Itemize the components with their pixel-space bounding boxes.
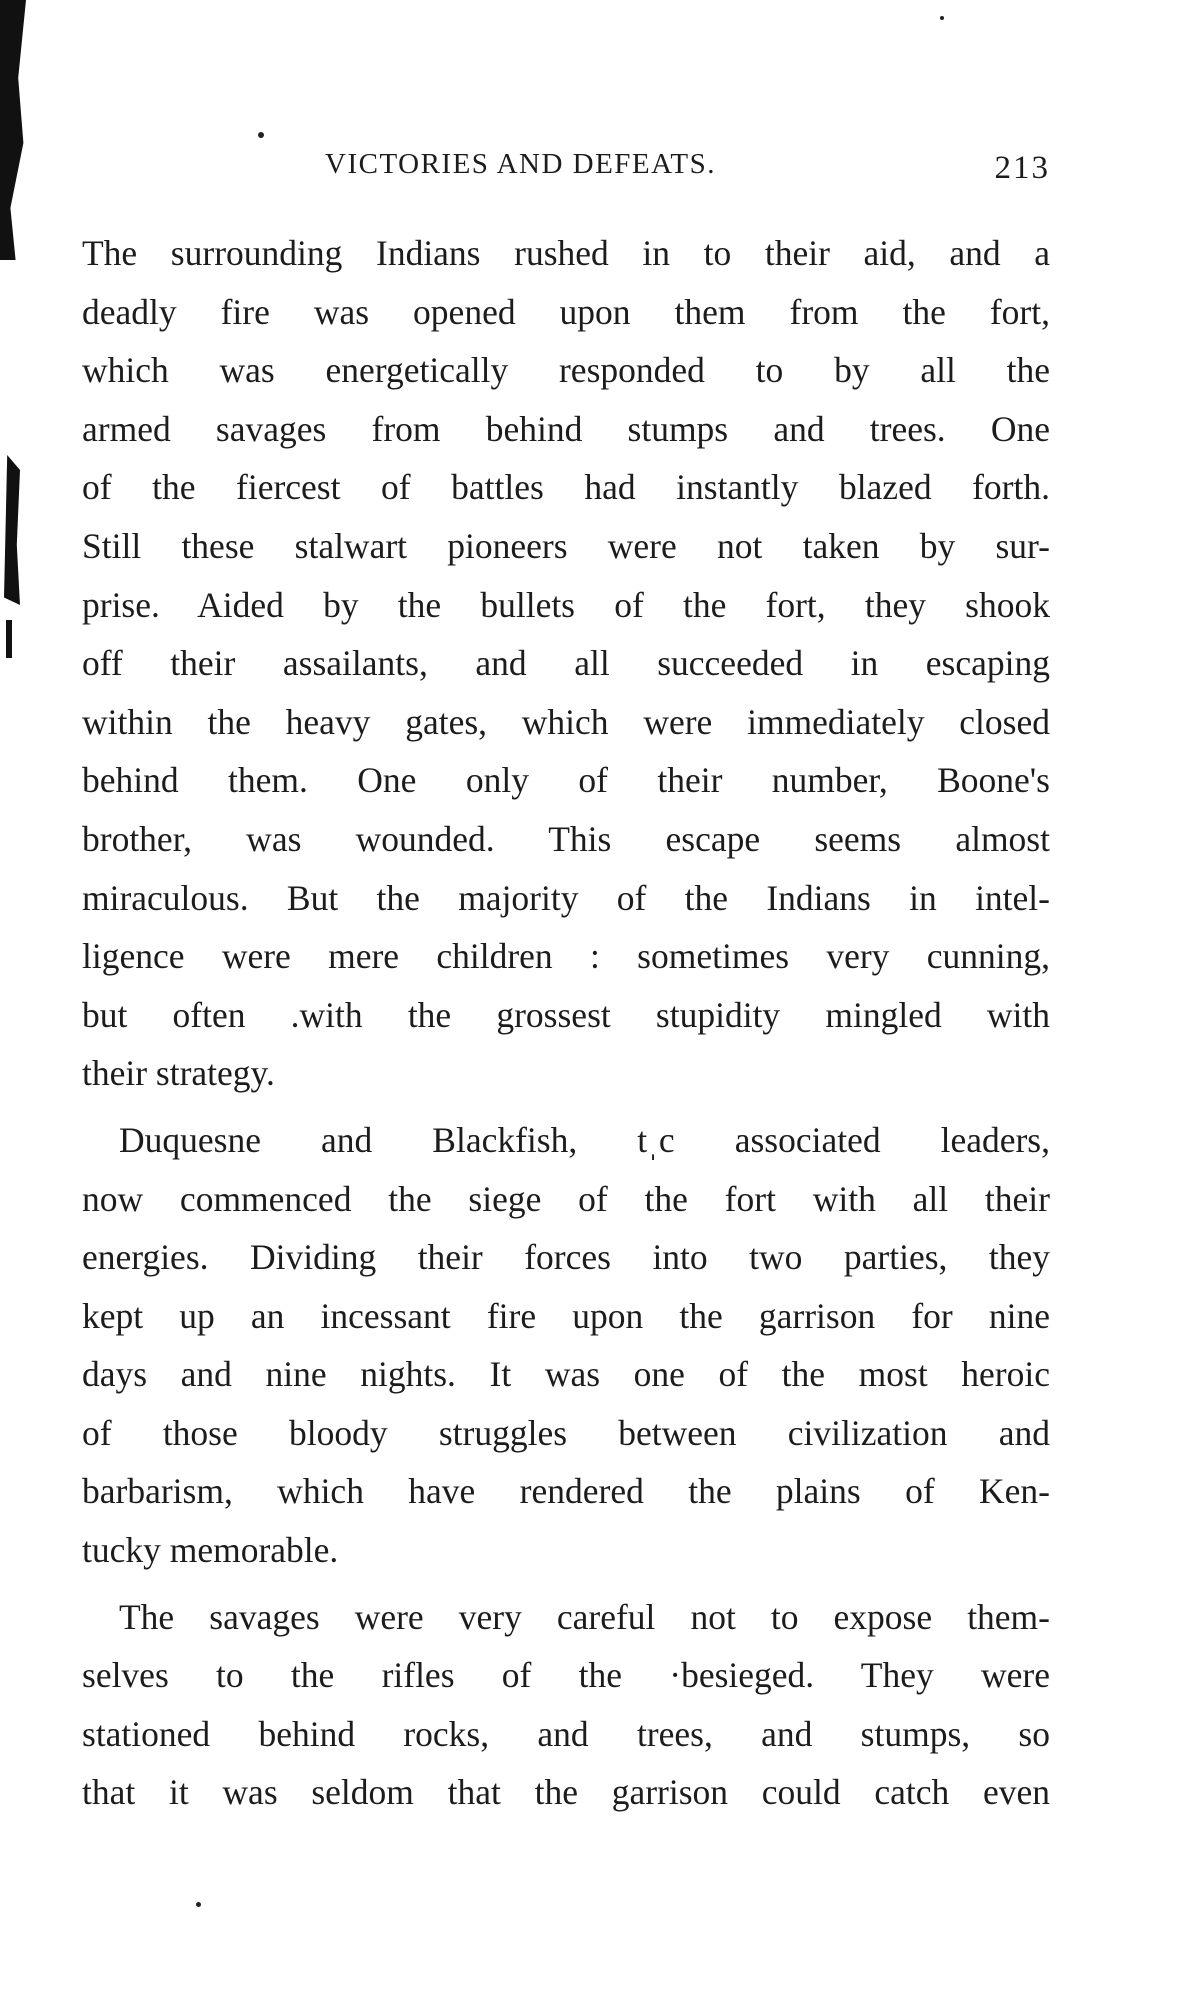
scan-artifact — [0, 0, 26, 260]
text-line: which was energetically responded to by all the — [82, 350, 1050, 391]
text-line: deadly fire was opened upon them from the fort, — [82, 291, 1050, 332]
text-line: of the fiercest of battles had instantly blazed forth. — [82, 467, 1050, 508]
text-line: kept up an incessant fire upon the garrison for nine — [82, 1295, 1050, 1336]
scan-artifact — [4, 455, 20, 605]
text-line: barbarism, which have rendered the plains of Ken- — [82, 1471, 1050, 1512]
text-line: energies. Dividing their forces into two parties, they — [82, 1237, 1050, 1278]
body-text — [82, 224, 1050, 1822]
running-header — [82, 148, 1050, 192]
text-line: their strategy. — [82, 1053, 275, 1094]
text-line: that it was seldom that the garrison could catch even — [82, 1772, 1050, 1813]
text-line: now commenced the siege of the fort with all their — [82, 1178, 1050, 1219]
text-line: prise. Aided by the bullets of the fort, they shook — [82, 584, 1050, 625]
text-line: The savages were very careful not to expose them- — [119, 1596, 1050, 1637]
text-line: Duquesne and Blackfish, tˌc associated leaders, — [119, 1119, 1050, 1160]
text-line: The surrounding Indians rushed in to their aid, and a — [82, 233, 1050, 273]
text-line: brother, was wounded. This escape seems almost — [82, 818, 1050, 859]
text-line: selves to the rifles of the ·besieged. They were — [82, 1655, 1050, 1696]
text-line: but often .with the grossest stupidity mingled with — [82, 994, 1050, 1035]
text-line: Still these stalwart pioneers were not taken by sur- — [82, 525, 1050, 566]
text-line: tucky memorable. — [82, 1530, 339, 1571]
text-line: within the heavy gates, which were immediately closed — [82, 701, 1050, 742]
running-title: VICTORIES AND DEFEATS. — [325, 148, 716, 180]
text-line: miraculous. But the majority of the Indians in intel- — [82, 877, 1050, 918]
scan-artifact — [196, 1902, 201, 1907]
text-line: ligence were mere children : sometimes very cunning, — [82, 936, 1050, 977]
text-line: off their assailants, and all succeeded in escaping — [82, 643, 1050, 684]
text-line: of those bloody struggles between civilization and — [82, 1412, 1050, 1453]
paragraph — [82, 1588, 1050, 1822]
scan-artifact — [258, 132, 264, 138]
page-number: 213 — [994, 150, 1050, 186]
scan-artifact — [6, 620, 12, 658]
text-line: armed savages from behind stumps and trees. One — [82, 408, 1050, 449]
text-line: days and nine nights. It was one of the most heroic — [82, 1354, 1050, 1395]
text-line: stationed behind rocks, and trees, and stumps, so — [82, 1713, 1050, 1754]
paragraph — [82, 1111, 1050, 1580]
scan-artifact — [940, 16, 944, 20]
text-line: behind them. One only of their number, Boone's — [82, 760, 1050, 801]
paragraph — [82, 224, 1050, 1103]
